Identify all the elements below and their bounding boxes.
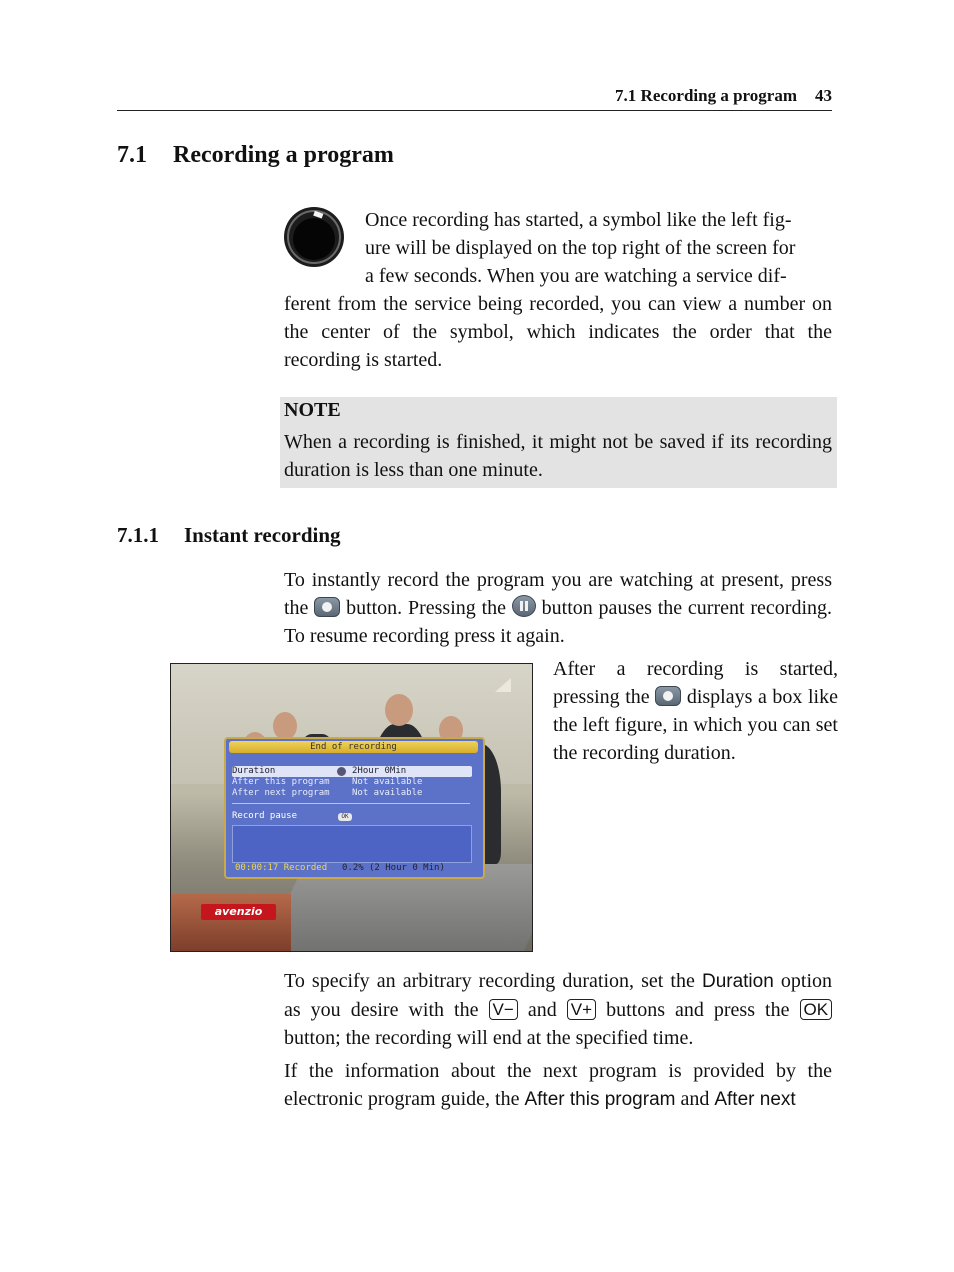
pause-button-icon [512, 595, 536, 617]
recording-duration-screenshot [170, 663, 533, 952]
section-heading [117, 142, 394, 169]
epg-text-a: If the information about the next program is provided by the electronic program guide, the [284, 1060, 832, 1110]
osd-duration-value: 2Hour 0Min [352, 766, 407, 776]
note-box [280, 397, 837, 488]
instant-text-c: button pauses the current recording. To resume recording press it again. [284, 597, 833, 647]
intro-line-1: Once recording has started, a symbol like the left fig- [365, 209, 792, 231]
osd-info-panel [232, 825, 472, 863]
duration-text-b: option as you desire with the [284, 970, 833, 1021]
after-this-program-term: After this program [524, 1089, 676, 1110]
record-button-icon [655, 686, 681, 706]
running-header [117, 86, 832, 111]
intro-line-2: ure will be displayed on the top right of the screen for [365, 237, 796, 259]
end-of-recording-dialog [224, 737, 485, 879]
left-right-arrow-icon [337, 767, 346, 776]
note-title: NOTE [284, 399, 341, 421]
subsection-title: Instant recording [184, 523, 341, 547]
osd-after-next-value: Not available [352, 788, 423, 798]
osd-ok-button[interactable]: OK [338, 813, 352, 821]
section-number: 7.1 [117, 142, 147, 168]
v-minus-key: V− [489, 999, 518, 1020]
v-plus-key: V+ [567, 999, 596, 1020]
after-text-b: displays a box like the left figure, in which you can set the recording duration. [553, 686, 838, 764]
osd-after-this-label: After this program [232, 777, 330, 787]
osd-after-next-row[interactable] [232, 788, 472, 799]
instant-text-a: To instantly record the program you are watching at present, press the [284, 569, 832, 619]
page-number: 43 [815, 86, 832, 105]
duration-text-d: button; the recording will end at the specified time. [284, 1027, 694, 1049]
osd-record-pause-label: Record pause [232, 811, 298, 821]
duration-text-a: To specify an arbitrary recording duration, set the [284, 970, 695, 992]
osd-after-this-value: Not available [352, 777, 423, 787]
osd-duration-row[interactable] [232, 766, 472, 777]
instant-text-b: button. Pressing the [346, 597, 507, 619]
subsection-number: 7.1.1 [117, 523, 159, 547]
osd-divider [232, 803, 470, 804]
duration-text-and: and [527, 999, 557, 1021]
osd-duration-label: Duration [232, 766, 276, 776]
running-header-title: 7.1 Recording a program [615, 86, 797, 105]
intro-lines-beside-symbol [365, 206, 832, 290]
channel-logo: avenzio [201, 904, 276, 920]
osd-status-bar [235, 862, 473, 874]
osd-record-pause-row[interactable] [232, 811, 472, 822]
section-title: Recording a program [173, 142, 394, 168]
after-text-a: After a recording is started, pressing the [553, 658, 838, 708]
note-text: When a recording is finished, it might not be saved if its recording duration is less than one minute. [284, 431, 832, 481]
subsection-heading [117, 523, 341, 548]
osd-title: End of recording [229, 741, 478, 753]
osd-percent: 0.2% [342, 863, 364, 873]
record-symbol-icon [283, 206, 345, 268]
epg-text-and: and [680, 1088, 710, 1110]
osd-after-next-label: After next program [232, 788, 330, 798]
osd-total-duration: (2 Hour 0 Min) [369, 863, 445, 873]
duration-term: Duration [701, 971, 774, 992]
record-button-icon [314, 597, 340, 617]
osd-after-this-row[interactable] [232, 777, 472, 788]
osd-recorded-time: 00:00:17 Recorded [235, 863, 328, 873]
intro-continuation: ferent from the service being recorded, you can view a number on the center of the symbol, which indicates the order that the recording is started. [284, 293, 832, 371]
after-recording-paragraph [553, 655, 838, 767]
duration-paragraph [284, 967, 832, 1052]
duration-text-c: buttons and press the [606, 999, 790, 1021]
ok-key: OK [800, 999, 833, 1020]
intro-line-3: a few seconds. When you are watching a service dif- [365, 265, 787, 287]
epg-paragraph [284, 1057, 832, 1114]
instant-recording-paragraph [284, 566, 832, 650]
after-next-term: After next [714, 1089, 796, 1110]
